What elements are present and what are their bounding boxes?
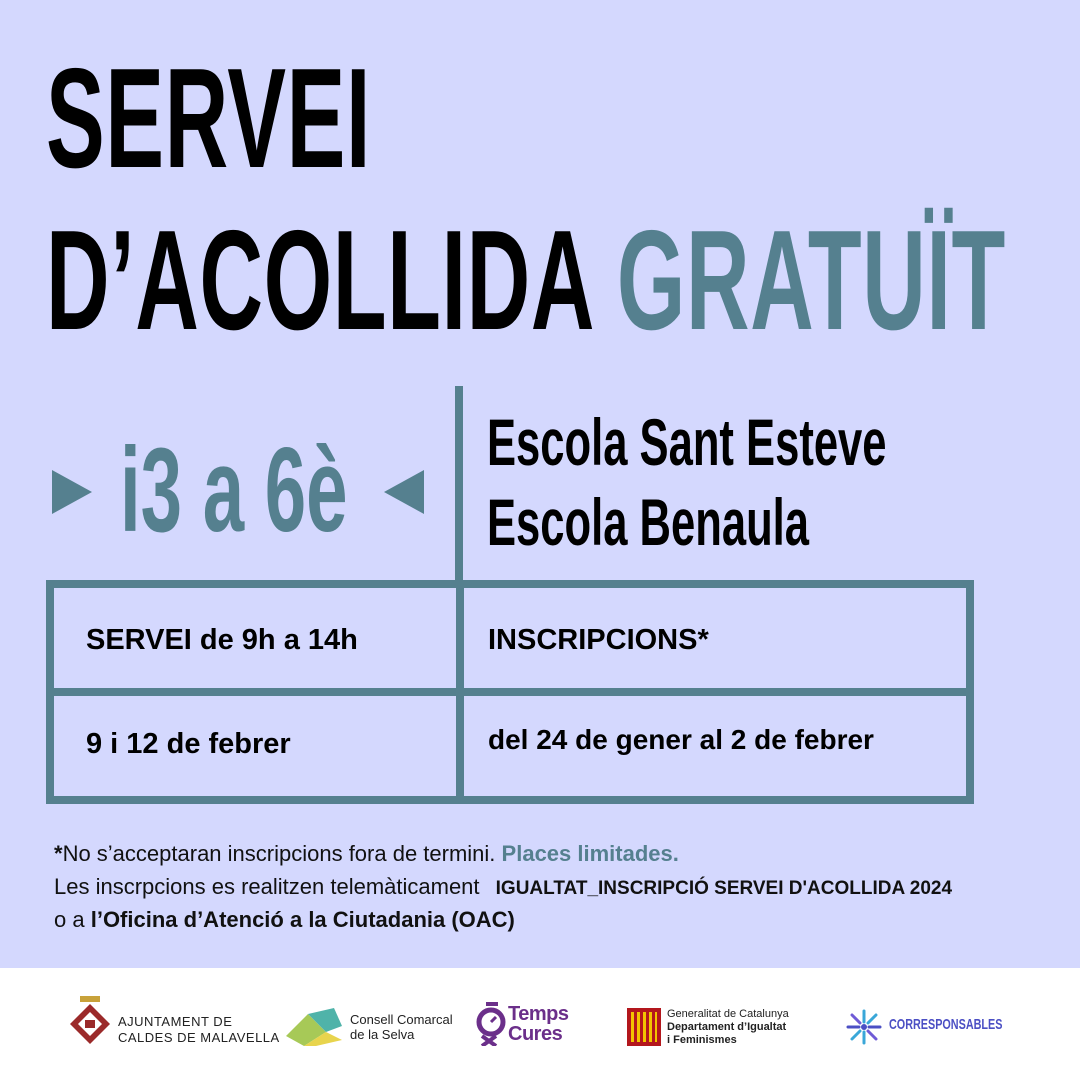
note-online-text: Les inscrpcions es realitzen telemàticament [54,874,480,899]
registration-heading: INSCRIPCIONS* [488,624,709,656]
logo-consell-text [350,1012,453,1042]
service-hours: SERVEI de 9h a 14h [86,624,358,656]
logo-temps-line-2: Cures [508,1023,563,1045]
service-dates: 9 i 12 de febrer [86,728,291,760]
logo-ajuntament-caldes [68,968,280,1080]
note-online [54,871,952,905]
logo-consell-comarcal [286,968,456,1080]
note-limited-places: Places limitades. [501,841,679,866]
logo-ajuntament-line-1: AJUNTAMENT DE [118,1014,233,1029]
table-divider-horizontal [54,688,966,696]
registration-code-link[interactable]: IGUALTAT_INSCRIPCIÓ SERVEI D'ACOLLIDA 2024 [495,878,953,899]
logo-generalitat-text [667,1008,789,1047]
title-line-2 [46,201,1006,360]
triangle-right-icon [52,470,92,514]
corresponsables-star-icon [845,1008,883,1046]
logo-generalitat-line-1: Generalitat de Catalunya [667,1008,789,1020]
logo-corresponsables-text: CORRESPONSABLES [889,1016,1003,1033]
generalitat-flag-icon [627,1008,661,1046]
logo-consell-line-1: Consell Comarcal [350,1012,453,1027]
logo-generalitat-line-3: i Feminismes [667,1034,737,1046]
logo-corresponsables [845,968,1015,1080]
note-office [54,904,515,936]
coat-of-arms-icon [68,996,112,1046]
note-deadline [54,838,679,870]
logo-ajuntament-line-2: CALDES DE MALAVELLA [118,1030,280,1045]
logo-temps-line-1: Temps [508,1003,569,1025]
footer-logos [0,968,1080,1080]
title-line-2-accent: GRATUÏT [616,201,1006,360]
title-line-1: SERVEI [46,39,372,198]
asterisk: * [54,841,63,866]
school-name-2: Escola Benaula [487,485,810,559]
logo-generalitat-line-2: Departament d’Igualtat [667,1021,787,1033]
age-range-text: i3 a 6è [120,423,348,557]
title-line-2-main: D’ACOLLIDA [46,201,592,360]
logo-temps-cures-text [508,1004,568,1044]
school-name-1: Escola Sant Esteve [487,405,887,479]
stopwatch-icon [474,1000,510,1046]
logo-temps-cures [474,968,594,1080]
divider-vertical [455,386,463,588]
logo-ajuntament-text [118,1014,280,1046]
consell-comarcal-mark-icon [286,1006,344,1046]
logo-generalitat [627,968,827,1080]
schedule-table [46,580,974,804]
note-office-prefix: o a [54,907,85,932]
age-range [52,425,432,555]
note-office-name: l’Oficina d’Atenció a la Ciutadania (OAC) [90,907,515,932]
table-divider-vertical [456,588,464,796]
logo-consell-line-2: de la Selva [350,1027,415,1042]
triangle-left-icon [384,470,424,514]
note-deadline-text: No s’acceptaran inscripcions fora de termini. [62,841,496,866]
registration-dates: del 24 de gener al 2 de febrer [488,724,874,755]
